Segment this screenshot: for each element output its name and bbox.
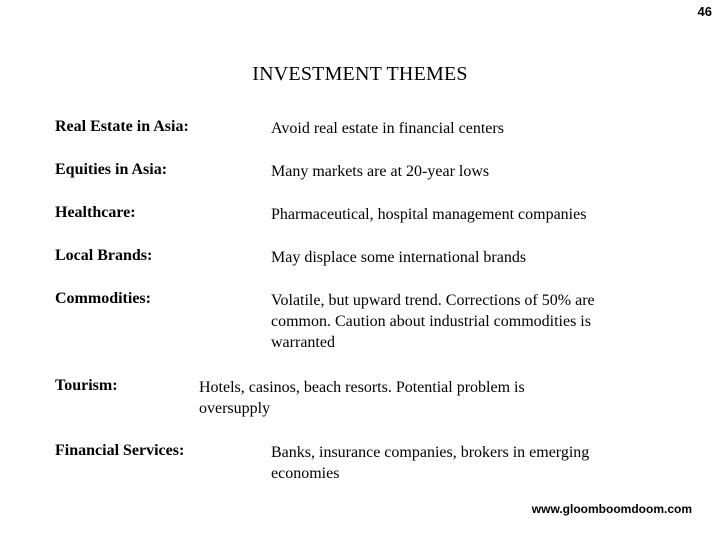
- theme-label-equities: Equities in Asia:: [55, 161, 168, 178]
- theme-desc-local-brands: May displace some international brands: [271, 249, 527, 266]
- theme-label-financial-services: Financial Services:: [55, 442, 185, 459]
- theme-label-real-estate: Real Estate in Asia:: [55, 118, 189, 135]
- page-number: 46: [697, 4, 712, 19]
- theme-label-commodities: Commodities:: [55, 290, 151, 307]
- theme-label-tourism: Tourism:: [55, 377, 118, 394]
- page-title: INVESTMENT THEMES: [252, 63, 468, 85]
- theme-label-local-brands: Local Brands:: [55, 247, 153, 264]
- theme-desc-financial-services: Banks, insurance companies, brokers in emerging economies: [271, 444, 590, 482]
- theme-desc-tourism: Hotels, casinos, beach resorts. Potential problem is oversupply: [199, 379, 525, 417]
- theme-label-healthcare: Healthcare:: [55, 204, 136, 221]
- theme-desc-equities: Many markets are at 20-year lows: [271, 163, 490, 180]
- theme-desc-healthcare: Pharmaceutical, hospital management companies: [271, 206, 587, 223]
- theme-desc-real-estate: Avoid real estate in financial centers: [271, 120, 504, 137]
- website-url: www.gloomboomdoom.com: [531, 502, 692, 516]
- theme-desc-commodities: Volatile, but upward trend. Corrections of 50% are common. Caution about industrial commodities is warranted: [271, 292, 595, 351]
